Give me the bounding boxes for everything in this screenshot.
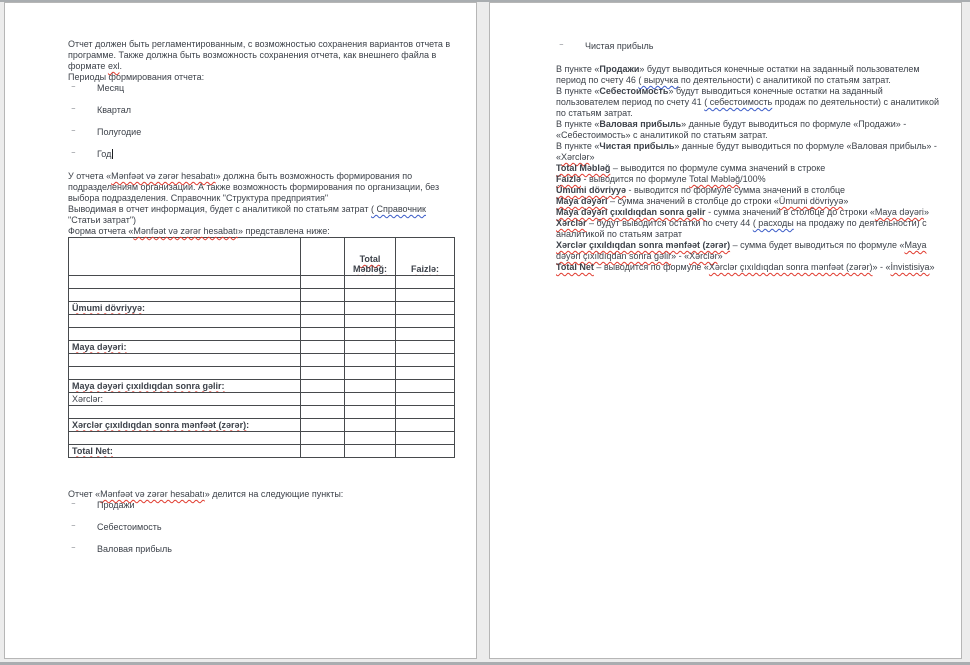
table-row-maya-dayari: Maya dəyəri: bbox=[69, 341, 455, 354]
misspelled-word: Xərclər bbox=[689, 251, 718, 261]
text-run: » будут выводиться конечные остатки на заданный пользователем период по счету 41 bbox=[556, 86, 883, 107]
misspelled-word: Xərclər bbox=[561, 152, 590, 162]
bold-term: Валовая прибыль bbox=[599, 119, 682, 129]
text-run: – выводится по формуле сумма значений в строке bbox=[610, 163, 826, 173]
list-item-text: Продажи bbox=[97, 500, 135, 510]
text-run: Выводимая в отчет информация, будет с аналитикой по статьям затрат bbox=[68, 204, 371, 214]
paragraph-umumi-dovriyya bbox=[556, 185, 941, 196]
text-run: » bbox=[923, 207, 929, 217]
table-row bbox=[69, 276, 455, 289]
page-1-content bbox=[68, 39, 454, 566]
text-run: Отчет « bbox=[68, 489, 101, 499]
bullet-icon: ⁻ bbox=[71, 105, 76, 115]
bold-term: Продажи bbox=[599, 64, 640, 74]
bold-misspelled-term: Ümumi dövriyyə bbox=[556, 185, 627, 195]
list-item-text: Себестоимость bbox=[97, 522, 162, 532]
list-item bbox=[68, 500, 454, 511]
text-run: » bbox=[843, 196, 849, 206]
table-row bbox=[69, 354, 455, 367]
paragraph-faizla bbox=[556, 174, 941, 185]
table-row bbox=[69, 289, 455, 302]
bullet-icon: ⁻ bbox=[71, 500, 76, 510]
text-run: – выводится по формуле « bbox=[593, 262, 709, 272]
text-run: » bbox=[717, 251, 723, 261]
grammar-flagged-text: ( выручка bbox=[638, 75, 679, 85]
list-item bbox=[68, 149, 454, 160]
text-run: Форма отчета « bbox=[68, 226, 134, 236]
bold-misspelled-term: Xərclər bbox=[556, 218, 587, 228]
text-run: В пункте « bbox=[556, 141, 600, 151]
text-run: "Статьи затрат") bbox=[68, 215, 137, 225]
paragraph-form-intro bbox=[68, 226, 454, 237]
text-run: – будут выводится остатки по счету 44 bbox=[586, 218, 753, 228]
list-item bbox=[68, 522, 454, 533]
bullet-icon: ⁻ bbox=[71, 83, 76, 93]
text-run: » - « bbox=[671, 251, 690, 261]
paragraph-xarclar bbox=[556, 218, 941, 240]
bold-misspelled-term: Maya dəyəri bbox=[556, 196, 608, 206]
bullet-icon: ⁻ bbox=[71, 149, 76, 159]
grammar-flagged-text: ( расходы bbox=[752, 218, 794, 228]
table-header-row bbox=[69, 238, 455, 276]
text-run: » будут выводиться конечные остатки на заданный пользователем период по счету 46 bbox=[556, 64, 920, 85]
text-run: » должна быть возможность формирования по подразделениям организации. А также возможность формирования по организации, без выбора подразделения. Справочник "Структура предприятия" bbox=[68, 171, 440, 203]
misspelled-word: Total Məbləğ bbox=[689, 174, 741, 184]
misspelled-word: Mənfəət və zərər hesabatı bbox=[133, 226, 238, 236]
text-cursor-caret bbox=[112, 149, 113, 159]
table-row-maya-dayari-galir: Maya dəyəri çıxıldıqdan sonra gəlir: bbox=[69, 380, 455, 393]
bullet-icon: ⁻ bbox=[71, 522, 76, 532]
text-run: » делится на следующие пункты: bbox=[204, 489, 344, 499]
misspelled-word: exl bbox=[107, 61, 120, 71]
paragraph-split-intro bbox=[68, 489, 454, 500]
paragraph-periods-title bbox=[68, 72, 454, 83]
paragraph-total-net bbox=[556, 262, 941, 273]
page-2-content bbox=[556, 41, 941, 273]
bullet-icon: ⁻ bbox=[559, 41, 564, 51]
text-run: - сумма значений в столбце до строки « bbox=[705, 207, 875, 217]
table-row-umumi-dovriyya: Ümumi dövriyyə: bbox=[69, 302, 455, 315]
table-header-cell-total-mablag: Total Məbləğ: bbox=[345, 238, 396, 276]
text-run: У отчета « bbox=[68, 171, 112, 181]
document-page-2[interactable] bbox=[489, 2, 962, 659]
text-run: - выводится по формуле bbox=[581, 174, 690, 184]
misspelled-word: Mənfəət və zərər hesabatı bbox=[111, 171, 216, 181]
text-run: » bbox=[589, 152, 595, 162]
bullet-icon: ⁻ bbox=[71, 127, 76, 137]
list-item-text: Валовая прибыль bbox=[97, 544, 172, 554]
text-run: . bbox=[119, 61, 122, 71]
list-item bbox=[68, 127, 454, 138]
report-sections-list bbox=[68, 500, 454, 555]
list-item-text: Год bbox=[97, 149, 112, 159]
text-run: » представлена ниже: bbox=[237, 226, 330, 236]
text-run: » данные будут выводиться по формуле «Валовая прибыль» - « bbox=[556, 141, 937, 162]
bold-misspelled-term: Total Məbləğ bbox=[556, 163, 611, 173]
paragraph-total-mablag bbox=[556, 163, 941, 174]
paragraph-maya-dayari bbox=[556, 196, 941, 207]
bold-misspelled-term: Xərclər çıxıldıqdan sonra mənfəət (zərər) bbox=[556, 240, 731, 250]
list-item bbox=[556, 41, 941, 52]
text-run: Периоды формирования отчета: bbox=[68, 72, 205, 82]
paragraph-cost bbox=[556, 86, 941, 119]
grammar-flagged-text: ( Справочник bbox=[371, 204, 426, 214]
table-row bbox=[69, 367, 455, 380]
paragraph-maya-dayari-galir bbox=[556, 207, 941, 218]
misspelled-word: Ümumi dövriyyə bbox=[778, 196, 844, 206]
misspelled-word: Maya dəyəri bbox=[874, 207, 924, 217]
table-row-xarclar: Xərclər: bbox=[69, 393, 455, 406]
bullet-icon: ⁻ bbox=[71, 544, 76, 554]
paragraph-analytics bbox=[68, 204, 454, 226]
text-run: В пункте « bbox=[556, 119, 600, 129]
list-item bbox=[68, 544, 454, 555]
table-header-cell bbox=[69, 238, 301, 276]
list-item-text: Полугодие bbox=[97, 127, 142, 137]
paragraph-xarclar-manfaat bbox=[556, 240, 941, 262]
list-item-text: Чистая прибыль bbox=[585, 41, 654, 51]
table-row bbox=[69, 315, 455, 328]
text-run: – сумма значений в столбце до строки « bbox=[607, 196, 779, 206]
text-run: продаж по деятельности) с аналитикой по статьям затрат. bbox=[556, 97, 939, 118]
bold-misspelled-term: Maya dəyəri çıxıldıqdan sonra gəlir bbox=[556, 207, 706, 217]
text-run: по деятельности) с аналитикой по статьям затрат. bbox=[678, 75, 891, 85]
text-run: – сумма будет выводиться по формуле « bbox=[730, 240, 905, 250]
bold-misspelled-term: Total Net bbox=[556, 262, 594, 272]
list-item-text: Квартал bbox=[97, 105, 132, 115]
text-run: » данные будут выводиться по формуле «Продажи» - «Себестоимость» с аналитикой по статьям затрат. bbox=[556, 119, 907, 140]
table-row bbox=[69, 328, 455, 341]
list-item bbox=[68, 105, 454, 116]
misspelled-word: Xərclər çıxıldıqdan sonra mənfəət (zərər) bbox=[708, 262, 873, 272]
table-header-cell bbox=[301, 238, 345, 276]
report-form-table bbox=[68, 237, 455, 458]
table-row-xarclar-manfaat: Xərclər çıxıldıqdan sonra mənfəət (zərər): bbox=[69, 419, 455, 432]
misspelled-word: Maya dəyəri çıxıldıqdan sonra gəlir bbox=[556, 240, 927, 261]
paragraph-gross-profit bbox=[556, 119, 941, 141]
document-page-1[interactable] bbox=[4, 2, 477, 659]
paragraph-sales bbox=[556, 64, 941, 86]
text-run: В пункте « bbox=[556, 64, 600, 74]
paragraph-report-unit bbox=[68, 171, 454, 204]
grammar-flagged-text: ( себестоимость bbox=[704, 97, 773, 107]
text-run: Отчет должен быть регламентированным, с возможностью сохранения вариантов отчета в программе. Также должна быть возможность сохранения отчета, как внешнего файла в формате bbox=[68, 39, 451, 71]
list-item bbox=[68, 83, 454, 94]
text-run: - выводится по формуле сумма значений в столбце bbox=[626, 185, 846, 195]
bold-misspelled-term: Faizlə bbox=[556, 174, 582, 184]
table-row bbox=[69, 432, 455, 445]
table-row-total-net: Total Net: bbox=[69, 445, 455, 458]
text-run: В пункте « bbox=[556, 86, 600, 96]
paragraph-report-intro bbox=[68, 39, 454, 72]
misspelled-word: Mənfəət və zərər hesabatı bbox=[100, 489, 205, 499]
bold-term: Себестоимость bbox=[599, 86, 669, 96]
list-item-text: Месяц bbox=[97, 83, 125, 93]
text-run: /100% bbox=[740, 174, 766, 184]
periods-list bbox=[68, 83, 454, 160]
text-run: » - « bbox=[872, 262, 891, 272]
text-run: на продажу по деятельности) с аналитикой по статьям затрат bbox=[556, 218, 927, 239]
table-row bbox=[69, 406, 455, 419]
paragraph-net-profit bbox=[556, 141, 941, 163]
bold-term: Чистая прибыль bbox=[599, 141, 675, 151]
text-run: » bbox=[929, 262, 935, 272]
misspelled-word: İnvistisiya bbox=[890, 262, 930, 272]
table-header-cell-faizla: Faizlə: bbox=[396, 238, 455, 276]
